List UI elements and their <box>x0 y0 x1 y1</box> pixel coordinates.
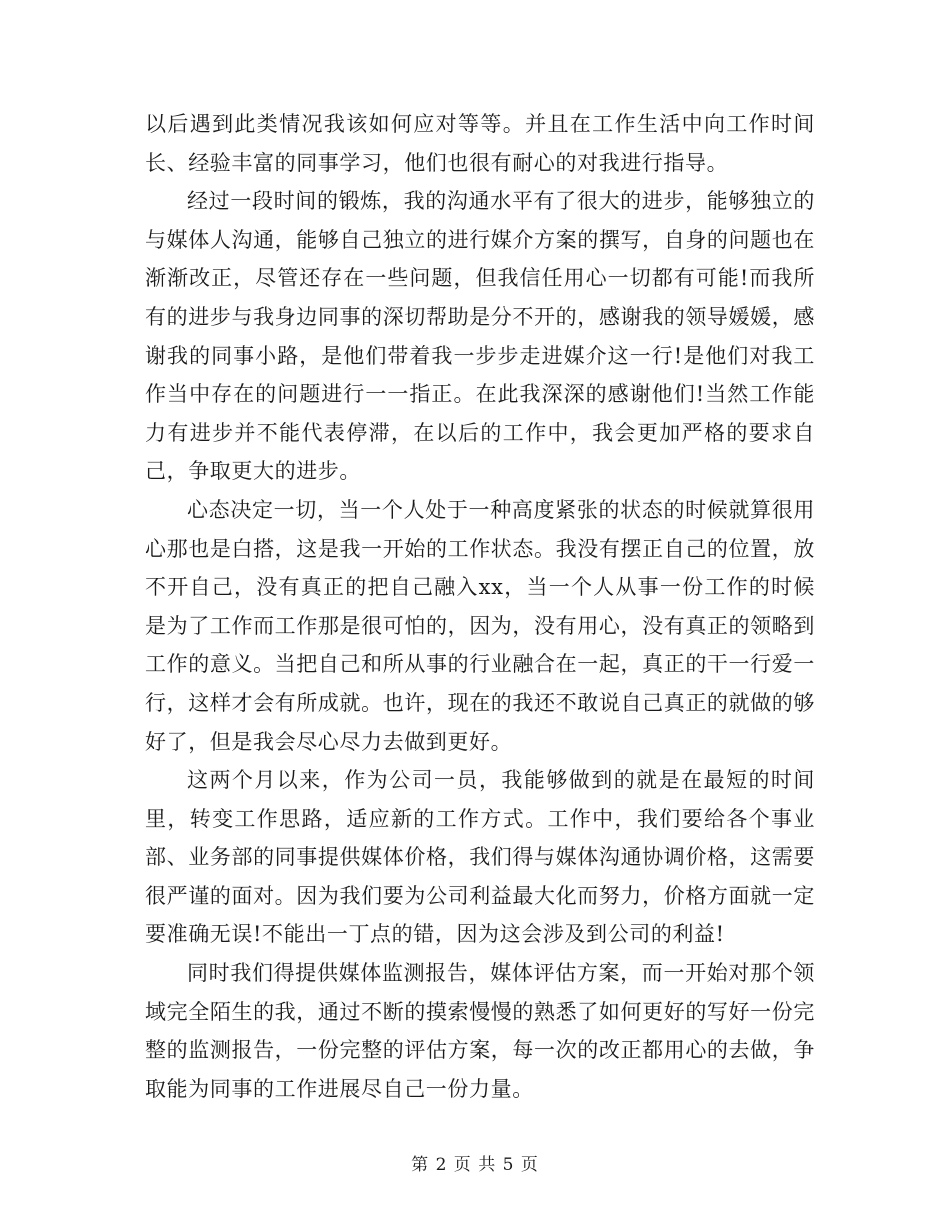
paragraph-attitude: 心态决定一切，当一个人处于一种高度紧张的状态的时候就算很用心那也是白搭，这是我一开始的工作状态。我没有摆正自己的位置，放不开自己，没有真正的把自己融入xx，当一个人从事一份工作的时候是为了工作而工作那是很可怕的，因为，没有用心，没有真正的领略到工作的意义。当把自己和所从事的行业融合在一起，真正的干一行爱一行，这样才会有所成就。也许，现在的我还不敢说自己真正的就做的够好了，但是我会尽心尽力去做到更好。 <box>145 497 815 754</box>
document-body <box>145 105 815 1108</box>
paragraph-two-months: 这两个月以来，作为公司一员，我能够做到的就是在最短的时间里，转变工作思路，适应新的工作方式。工作中，我们要给各个事业部、业务部的同事提供媒体价格，我们得与媒体沟通协调价格，这需要很严谨的面对。因为我们要为公司利益最大化而努力，价格方面就一定要准确无误!不能出一丁点的错，因为这会涉及到公司的利益! <box>145 768 815 947</box>
paragraph-continuation: 以后遇到此类情况我该如何应对等等。并且在工作生活中向工作时间长、经验丰富的同事学习，他们也很有耐心的对我进行指导。 <box>145 112 815 175</box>
paragraph-progress: 经过一段时间的锻炼，我的沟通水平有了很大的进步，能够独立的与媒体人沟通，能够自己独立的进行媒介方案的撰写，自身的问题也在渐渐改正，尽管还存在一些问题，但我信任用心一切都有可能!而我所有的进步与我身边同事的深切帮助是分不开的，感谢我的领导媛媛，感谢我的同事小路，是他们带着我一步步走进媒介这一行!是他们对我工作当中存在的问题进行一一指正。在此我深深的感谢他们!当然工作能力有进步并不能代表停滞，在以后的工作中，我会更加严格的要求自己，争取更大的进步。 <box>145 189 815 484</box>
paragraph-reports: 同时我们得提供媒体监测报告，媒体评估方案，而一开始对那个领域完全陌生的我，通过不断的摸索慢慢的熟悉了如何更好的写好一份完整的监测报告，一份完整的评估方案，每一次的改正都用心的去做，争取能为同事的工作进展尽自己一份力量。 <box>145 961 815 1101</box>
page-number-footer: 第 2 页 共 5 页 <box>411 1155 539 1175</box>
